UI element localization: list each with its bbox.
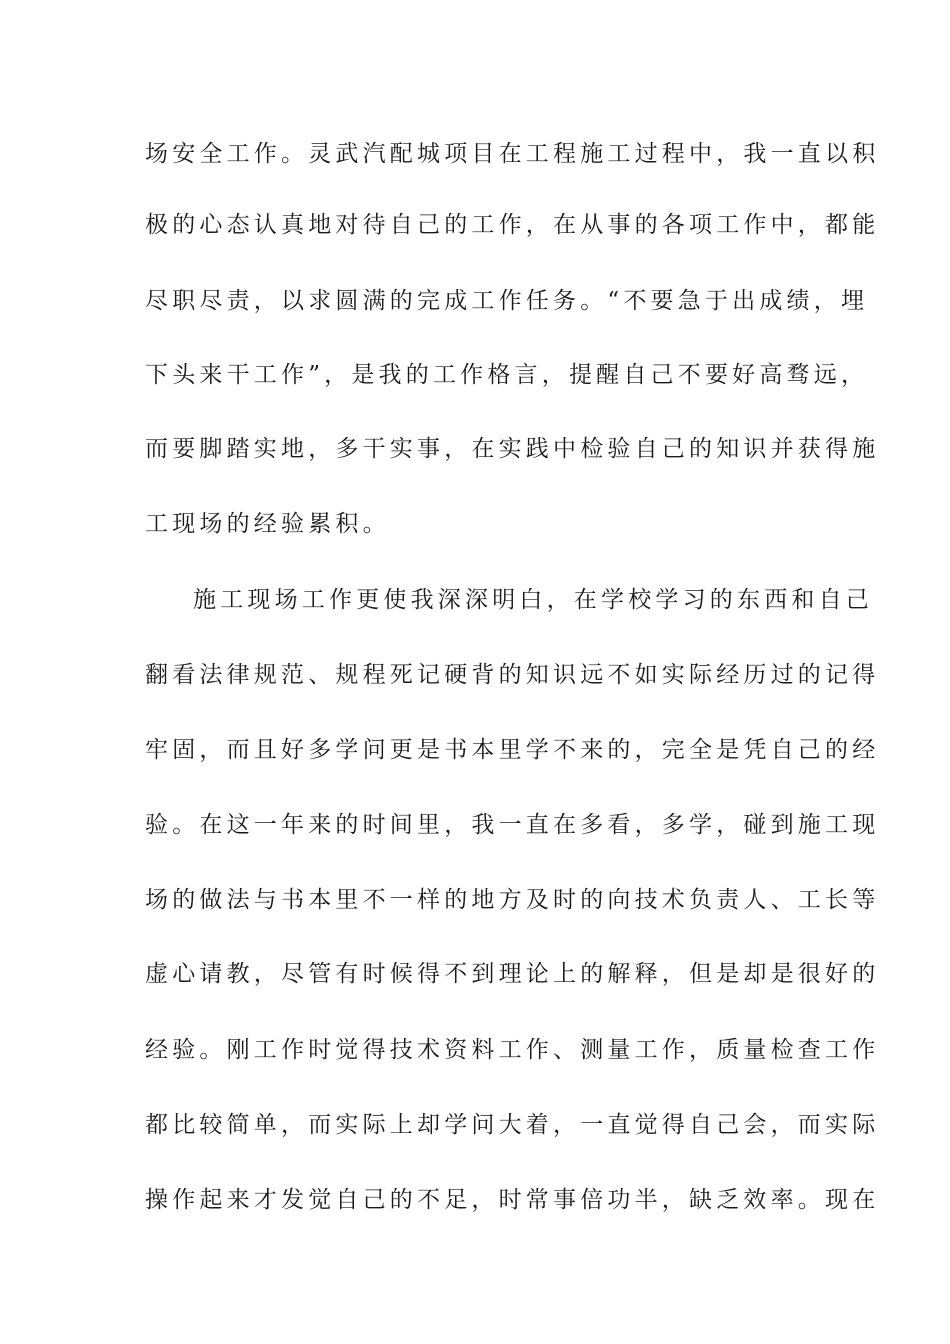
text-line: 经验。刚工作时觉得技术资料工作、测量工作，质量检查工作: [145, 1037, 880, 1063]
text-line: 施工现场工作更使我深深明白，在学校学习的东西和自己: [193, 587, 873, 613]
text-line: 极的心态认真地对待自己的工作，在从事的各项工作中，都能: [145, 212, 880, 238]
text-line: 牢固，而且好多学问更是书本里学不来的，完全是凭自己的经: [145, 737, 880, 763]
text-line: 场的做法与书本里不一样的地方及时的向技术负责人、工长等: [145, 887, 880, 913]
text-line: 下头来干工作”，是我的工作格言，提醒自己不要好高骛远，: [145, 362, 869, 388]
text-line: 操作起来才发觉自己的不足，时常事倍功半，缺乏效率。现在: [145, 1187, 880, 1213]
text-line: 验。在这一年来的时间里，我一直在多看，多学，碰到施工现: [145, 812, 880, 838]
text-line: 尽职尽责，以求圆满的完成工作任务。“不要急于出成绩，埋: [145, 288, 869, 314]
text-line: 工现场的经验累积。: [145, 511, 390, 537]
text-line: 场安全工作。灵武汽配城项目在工程施工过程中，我一直以积: [145, 141, 880, 167]
text-line: 翻看法律规范、规程死记硬背的知识远不如实际经历过的记得: [145, 662, 880, 688]
text-line: 虚心请教，尽管有时候得不到理论上的解释，但是却是很好的: [145, 961, 880, 987]
text-line: 而要脚踏实地，多干实事，在实践中检验自己的知识并获得施: [145, 436, 880, 462]
text-line: 都比较简单，而实际上却学问大着，一直觉得自己会，而实际: [145, 1112, 880, 1138]
